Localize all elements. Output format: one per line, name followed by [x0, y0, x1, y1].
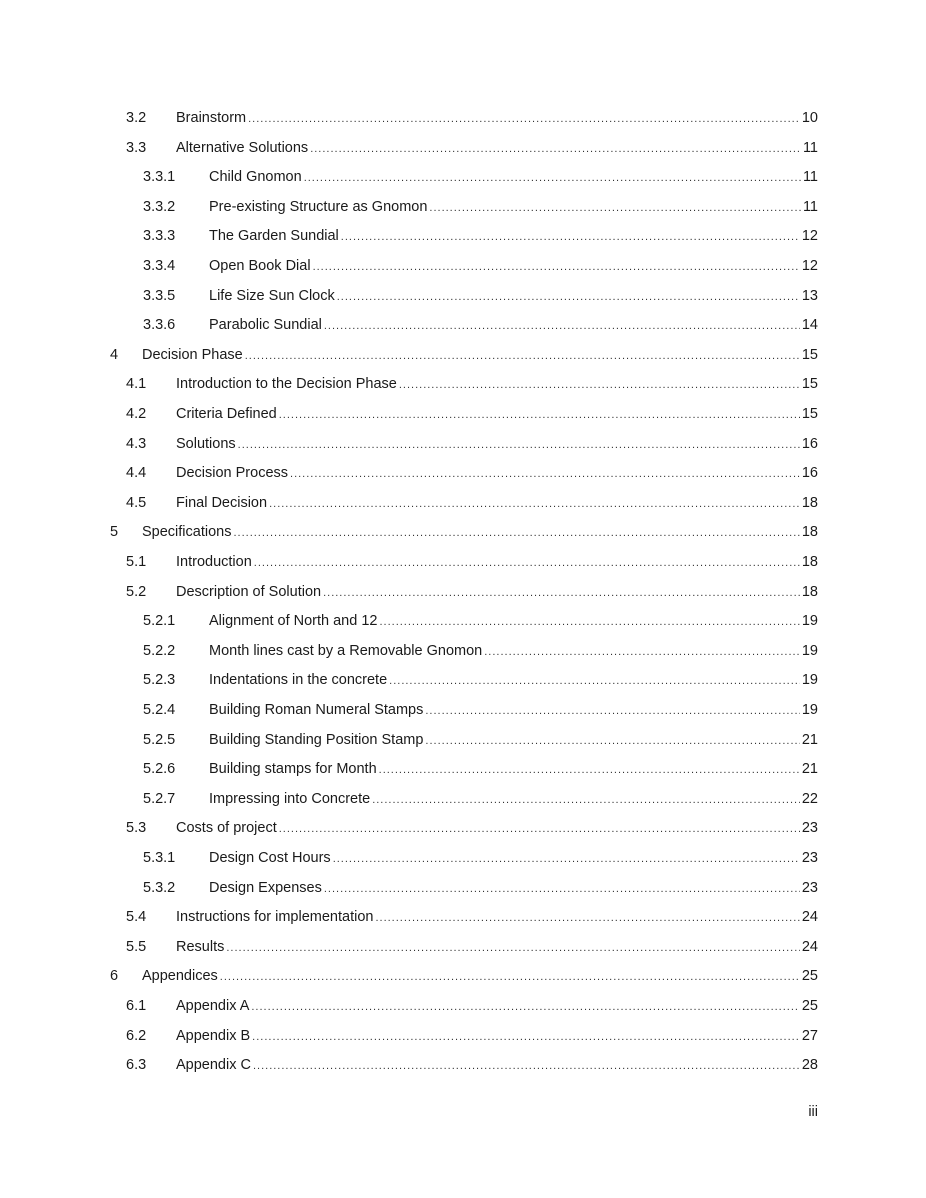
toc-entry-number: 6	[110, 968, 119, 985]
toc-entry[interactable]	[126, 104, 818, 133]
toc-entry-title: Appendix B	[176, 1027, 251, 1044]
toc-entry[interactable]	[126, 489, 818, 518]
toc-entry-title: Alternative Solutions	[176, 139, 309, 156]
toc-dot-leader	[399, 371, 800, 400]
toc-entry-title: Building Roman Numeral Stamps	[209, 702, 424, 718]
toc-entry[interactable]	[126, 933, 818, 962]
toc-entry-title: Design Cost Hours	[209, 850, 331, 866]
toc-entry-page-number: 24	[801, 938, 818, 955]
toc-entry[interactable]	[143, 666, 818, 695]
toc-entry[interactable]	[126, 992, 818, 1021]
toc-entry-title: Parabolic Sundial	[209, 317, 322, 334]
toc-entry-title: Instructions for implementation	[176, 909, 374, 926]
toc-dot-leader	[233, 519, 799, 548]
toc-dot-leader	[324, 875, 800, 904]
toc-dot-leader	[429, 194, 801, 223]
toc-entry-number: 5.2.7	[143, 790, 176, 807]
toc-entry[interactable]	[143, 874, 818, 903]
toc-entry[interactable]	[110, 962, 818, 991]
toc-entry[interactable]	[126, 370, 818, 399]
toc-entry-page-number: 25	[801, 968, 818, 985]
toc-dot-leader	[226, 934, 800, 963]
toc-entry-title: Decision Phase	[142, 346, 243, 363]
toc-entry-number: 3.3.4	[143, 258, 176, 274]
toc-entry[interactable]	[143, 163, 818, 192]
toc-entry-page-number: 18	[801, 524, 818, 541]
toc-entry-number: 3.3	[126, 139, 147, 156]
toc-entry-title: Criteria Defined	[176, 406, 277, 422]
toc-entry-title: Open Book Dial	[209, 258, 311, 274]
toc-dot-leader	[379, 756, 800, 785]
toc-dot-leader	[253, 1052, 800, 1081]
toc-entry-number: 5.2	[126, 583, 147, 600]
toc-dot-leader	[304, 164, 801, 193]
toc-entry-number: 5.2.5	[143, 731, 176, 748]
toc-dot-leader	[251, 993, 799, 1022]
toc-entry[interactable]	[143, 282, 818, 311]
toc-entry-number: 6.1	[126, 998, 147, 1014]
toc-entry-title: Building Standing Position Stamp	[209, 731, 424, 748]
toc-entry-title: Building stamps for Month	[209, 761, 377, 778]
toc-entry-page-number: 21	[801, 761, 818, 778]
toc-entry-number: 3.3.5	[143, 287, 176, 304]
toc-entry[interactable]	[126, 459, 818, 488]
toc-entry-number: 5.3.1	[143, 850, 176, 866]
toc-entry[interactable]	[126, 578, 818, 607]
toc-entry-number: 6.2	[126, 1027, 147, 1044]
toc-entry-page-number: 12	[801, 258, 818, 274]
toc-entry-number: 5.1	[126, 554, 147, 570]
toc-dot-leader	[313, 253, 800, 282]
toc-entry-title: Description of Solution	[176, 583, 322, 600]
toc-entry-page-number: 16	[801, 435, 818, 452]
toc-entry-number: 5.3	[126, 820, 147, 837]
toc-dot-leader	[375, 904, 799, 933]
toc-entry-page-number: 25	[801, 998, 818, 1014]
toc-entry-title: Decision Process	[176, 465, 289, 482]
toc-dot-leader	[323, 579, 800, 608]
toc-entry[interactable]	[110, 518, 818, 547]
toc-entry-page-number: 15	[801, 346, 818, 363]
toc-entry-title: Introduction to the Decision Phase	[176, 376, 397, 393]
toc-entry-page-number: 18	[801, 494, 818, 511]
toc-entry-number: 5.4	[126, 909, 147, 926]
toc-entry-title: The Garden Sundial	[209, 228, 339, 245]
toc-entry-page-number: 12	[801, 228, 818, 245]
toc-entry-page-number: 18	[801, 583, 818, 600]
toc-entry[interactable]	[143, 607, 818, 636]
toc-entry-title: Impressing into Concrete	[209, 790, 371, 807]
toc-dot-leader	[220, 963, 800, 992]
toc-entry-number: 5.2.4	[143, 702, 176, 718]
toc-entry-number: 5.2.3	[143, 672, 176, 689]
toc-entry[interactable]	[143, 844, 818, 873]
toc-entry-number: 3.3.6	[143, 317, 176, 334]
toc-entry-number: 4.4	[126, 465, 147, 482]
toc-entry[interactable]	[143, 696, 818, 725]
toc-dot-leader	[425, 697, 799, 726]
toc-entry-title: Appendix C	[176, 1057, 251, 1074]
toc-entry-title: Appendix A	[176, 998, 250, 1014]
toc-entry[interactable]	[126, 548, 818, 577]
toc-entry-page-number: 21	[801, 731, 818, 748]
toc-entry[interactable]	[126, 814, 818, 843]
toc-entry[interactable]	[126, 430, 818, 459]
toc-entry-page-number: 24	[801, 909, 818, 926]
toc-entry[interactable]	[126, 903, 818, 932]
toc-entry-number: 5.2.1	[143, 613, 176, 630]
toc-entry[interactable]	[126, 1051, 818, 1080]
toc-entry-page-number: 19	[801, 672, 818, 689]
toc-entry[interactable]	[110, 341, 818, 370]
toc-entry-page-number: 15	[801, 376, 818, 393]
toc-entry-title: Indentations in the concrete	[209, 672, 388, 689]
footer-page-number: iii	[808, 1104, 818, 1120]
toc-entry-title: Specifications	[142, 524, 232, 541]
toc-entry-page-number: 11	[802, 139, 818, 156]
toc-dot-leader	[279, 401, 800, 430]
toc-entry-page-number: 11	[802, 198, 818, 215]
toc-entry-title: Introduction	[176, 554, 252, 570]
toc-entry-page-number: 14	[801, 317, 818, 334]
toc-entry-page-number: 23	[801, 820, 818, 837]
toc-entry-title: Design Expenses	[209, 879, 322, 896]
toc-dot-leader	[425, 727, 799, 756]
toc-entry-page-number: 19	[801, 642, 818, 659]
toc-entry-page-number: 22	[801, 790, 818, 807]
toc-entry-number: 6.3	[126, 1057, 147, 1074]
toc-entry[interactable]	[126, 400, 818, 429]
toc-dot-leader	[310, 135, 801, 164]
toc-dot-leader	[484, 638, 800, 667]
toc-dot-leader	[279, 815, 800, 844]
toc-entry-page-number: 13	[801, 287, 818, 304]
toc-dot-leader	[290, 460, 800, 489]
toc-entry-number: 3.3.3	[143, 228, 176, 245]
toc-entry-number: 3.2	[126, 110, 147, 126]
toc-entry-title: Brainstorm	[176, 110, 247, 126]
toc-entry-number: 4.3	[126, 435, 147, 452]
toc-entry-number: 5	[110, 524, 119, 541]
toc-dot-leader	[333, 845, 800, 874]
toc-dot-leader	[248, 105, 800, 134]
toc-entry-title: Results	[176, 938, 225, 955]
toc-entry[interactable]	[126, 134, 818, 163]
toc-entry-page-number: 19	[801, 702, 818, 718]
toc-dot-leader	[324, 312, 800, 341]
toc-dot-leader	[238, 431, 800, 460]
toc-dot-leader	[389, 667, 800, 696]
toc-entry[interactable]	[143, 785, 818, 814]
toc-entry[interactable]	[143, 222, 818, 251]
toc-dot-leader	[252, 1023, 800, 1052]
toc-entry-page-number: 19	[801, 613, 818, 630]
toc-entry[interactable]	[143, 755, 818, 784]
toc-entry[interactable]	[143, 252, 818, 281]
toc-dot-leader	[254, 549, 800, 578]
toc-entry-title: Life Size Sun Clock	[209, 287, 335, 304]
toc-entry[interactable]	[143, 637, 818, 666]
toc-entry-page-number: 18	[801, 554, 818, 570]
toc-entry-number: 5.2.2	[143, 642, 176, 659]
toc-entry-number: 5.5	[126, 938, 147, 955]
toc-dot-leader	[269, 490, 800, 519]
toc-entry-title: Month lines cast by a Removable Gnomon	[209, 642, 483, 659]
toc-entry-page-number: 16	[801, 465, 818, 482]
toc-entry-number: 5.2.6	[143, 761, 176, 778]
toc-entry-title: Solutions	[176, 435, 236, 452]
toc-entry-page-number: 11	[802, 169, 818, 186]
toc-dot-leader	[337, 283, 800, 312]
toc-entry[interactable]	[143, 193, 818, 222]
toc-entry-title: Child Gnomon	[209, 169, 302, 186]
toc-dot-leader	[341, 223, 800, 252]
toc-entry-title: Appendices	[142, 968, 218, 985]
toc-dot-leader	[372, 786, 800, 815]
toc-entry[interactable]	[143, 726, 818, 755]
toc-entry-number: 5.3.2	[143, 879, 176, 896]
toc-dot-leader	[379, 608, 799, 637]
toc-entry-number: 4.1	[126, 376, 147, 393]
toc-entry-page-number: 10	[801, 110, 818, 126]
toc-entry-page-number: 27	[801, 1027, 818, 1044]
toc-entry-page-number: 28	[801, 1057, 818, 1074]
toc-entry-title: Final Decision	[176, 494, 268, 511]
toc-entry-page-number: 23	[801, 850, 818, 866]
toc-entry-number: 4.2	[126, 406, 147, 422]
toc-entry-number: 3.3.2	[143, 198, 176, 215]
toc-dot-leader	[245, 342, 800, 371]
toc-entry-page-number: 15	[801, 406, 818, 422]
toc-entry-number: 4.5	[126, 494, 147, 511]
toc-entry-page-number: 23	[801, 879, 818, 896]
toc-entry[interactable]	[143, 311, 818, 340]
toc-entry-number: 3.3.1	[143, 169, 176, 186]
toc-entry[interactable]	[126, 1022, 818, 1051]
toc-entry-title: Pre-existing Structure as Gnomon	[209, 198, 428, 215]
toc-entry-number: 4	[110, 346, 119, 363]
toc-entry-title: Alignment of North and 12	[209, 613, 378, 630]
toc-entry-title: Costs of project	[176, 820, 277, 837]
